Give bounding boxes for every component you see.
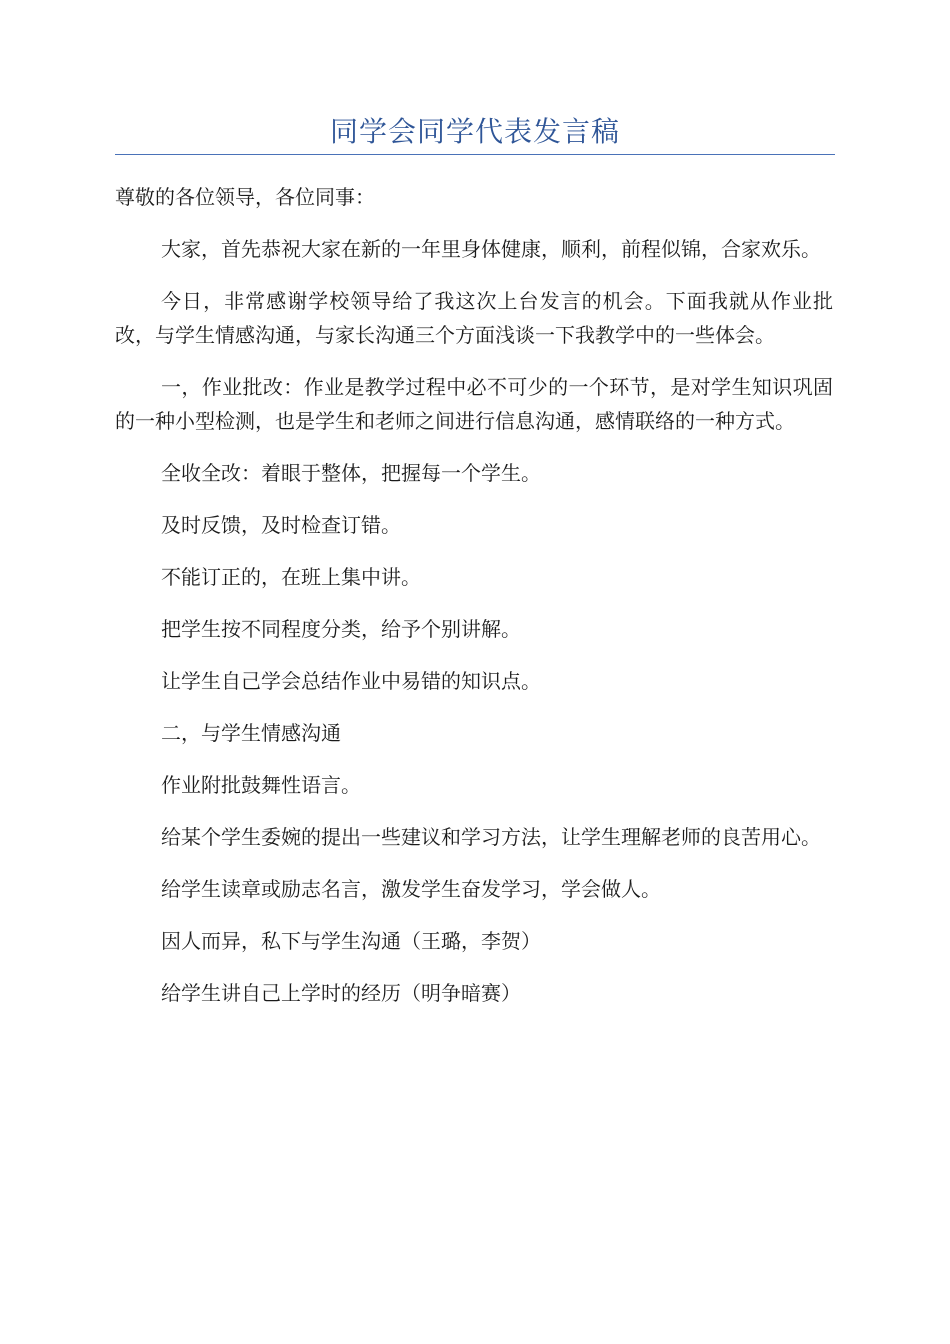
list-item: 因人而异，私下与学生沟通（王璐，李贺） [161, 929, 541, 953]
paragraph: 大家，首先恭祝大家在新的一年里身体健康，顺利，前程似锦，合家欢乐。 [161, 237, 821, 261]
list-item: 不能订正的，在班上集中讲。 [161, 565, 421, 589]
list-item: 给学生读章或励志名言，激发学生奋发学习，学会做人。 [161, 877, 661, 901]
section-heading: 二，与学生情感沟通 [161, 721, 341, 745]
list-item: 及时反馈，及时检查订错。 [161, 513, 401, 537]
list-item: 给学生讲自己上学时的经历（明争暗赛） [161, 981, 521, 1005]
list-item: 全收全改：着眼于整体，把握每一个学生。 [161, 461, 541, 485]
salutation: 尊敬的各位领导，各位同事： [115, 185, 375, 209]
list-item: 把学生按不同程度分类，给予个别讲解。 [161, 617, 521, 641]
paragraph: 今日，非常感谢学校领导给了我这次上台发言的机会。下面我就从作业批改，与学生情感沟通，与家长沟通三个方面浅谈一下我教学中的一些体会。 [115, 289, 833, 347]
document-title: 同学会同学代表发言稿 [329, 115, 620, 148]
paragraph: 给某个学生委婉的提出一些建议和学习方法，让学生理解老师的良苦用心。 [161, 825, 821, 849]
paragraph: 一，作业批改：作业是教学过程中必不可少的一个环节，是对学生知识巩固的一种小型检测，也是学生和老师之间进行信息沟通，感情联络的一种方式。 [115, 375, 833, 433]
document-body [115, 180, 833, 1028]
title-underline [115, 154, 835, 155]
list-item: 作业附批鼓舞性语言。 [161, 773, 361, 797]
list-item: 让学生自己学会总结作业中易错的知识点。 [161, 669, 541, 693]
